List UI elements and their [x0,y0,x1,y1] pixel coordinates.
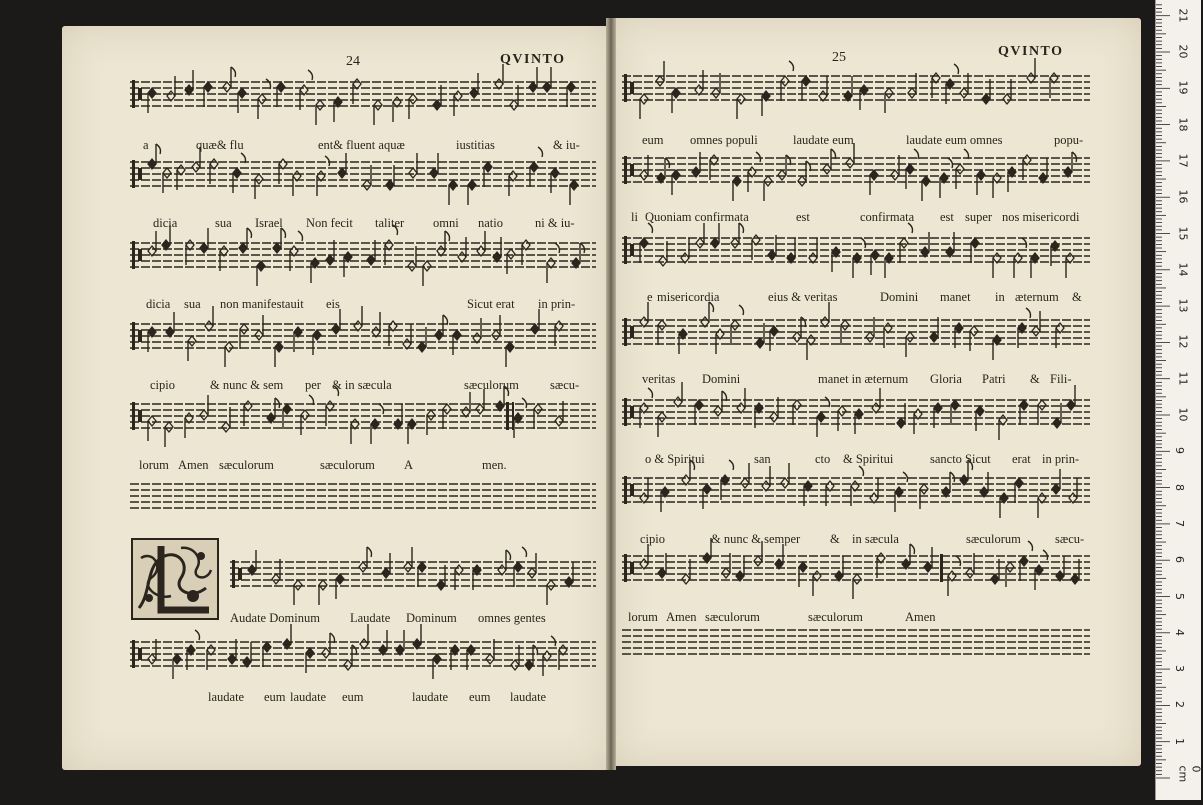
measurement-ruler [1155,0,1201,800]
lyric-word: Non fecit [306,216,353,230]
lyric-word: ent& fluent aquæ [318,138,405,152]
ruler-mark: 16 [1176,189,1190,204]
lyric-word: sæculorum [966,532,1021,546]
decorated-initial-L [131,538,219,620]
lyric-word: eum [264,690,286,704]
staff-left-5 [130,386,596,447]
lyric-word: Amen [178,458,209,472]
lyric-word: laudate [510,690,547,704]
lyric-word: non manifestauit [220,297,304,311]
lyric-word: in prin- [538,297,576,311]
ruler-mark: 15 [1176,226,1190,240]
lyric-word: omnes gentes [478,611,546,625]
ruler-mark: 12 [1176,334,1190,349]
staff-right-7 [622,538,1090,599]
lyric-word: & Spiritui [843,452,894,466]
lyric-word: confirmata [860,210,915,224]
staff-right-4 [622,302,1090,360]
lyric-word: popu- [1054,133,1084,147]
lyric-word: est [940,210,954,224]
lyric-word: a [143,138,149,152]
lyric-word: sæculorum [464,378,519,392]
lyric-word: & iu- [553,138,580,152]
lyric-word: laudate [412,690,449,704]
lyric-word: quæ& flu [196,138,244,152]
lyric-word: cipio [640,532,665,546]
staff-left-4 [130,306,596,367]
ruler-mark: 18 [1176,117,1190,132]
staff-left-7 [230,547,596,605]
lyric-word: lorum [139,458,169,472]
lyric-word: iustitias [456,138,495,152]
lyric-word: laudate [208,690,245,704]
lyric-word: in sæcula [852,532,899,546]
staff-right-5 [622,382,1090,440]
ruler-mark: 10 [1176,407,1190,422]
lyric-word: o & Spiritui [645,452,705,466]
lyric-word: eis [326,297,340,311]
lyric-word: Audate Dominum [230,611,320,625]
lyric-word: super [965,210,993,224]
staff-right-8 [622,630,1090,654]
ruler-mark: 1 [1173,737,1186,745]
lyric-word: nos misericordi [1002,210,1080,224]
ruler-mark: 14 [1176,262,1190,277]
lyric-word: & [1030,372,1040,386]
lyric-word: Sicut erat [467,297,515,311]
staff-right-1 [622,58,1090,119]
lyric-word: sæculorum [219,458,274,472]
lyric-word: Amen [905,610,936,624]
staff-left-1 [130,64,596,125]
lyric-word: & nunc & sem [210,378,284,392]
ruler-label-zero: 0 cm [1176,765,1203,783]
lyric-word: Laudate [350,611,391,625]
left-page-number: 24 [346,54,360,69]
lyric-word: omni [433,216,459,230]
lyric-word: sæculorum [320,458,375,472]
lyric-word: laudate [290,690,327,704]
lyric-word: Israel [255,216,283,230]
staff-left-3 [130,225,596,286]
lyric-word: eum [342,690,364,704]
lyric-word: natio [478,216,503,230]
lyric-word: sæculorum [705,610,760,624]
lyric-word: men. [482,458,507,472]
lyric-word: & [830,532,840,546]
lyric-word: omnes populi [690,133,758,147]
ruler-mark: 7 [1173,519,1186,527]
lyric-word: san [754,452,771,466]
ruler-mark: 8 [1173,483,1186,491]
lyric-word: est [796,210,810,224]
lyric-word: Quoniam confirmata [645,210,749,224]
lyric-word: Domini [880,290,919,304]
ruler-mark: 3 [1173,665,1186,673]
lyric-word: laudate eum omnes [906,133,1003,147]
lyric-word: erat [1012,452,1031,466]
lyric-word: manet [940,290,971,304]
ruler-mark: 9 [1173,447,1186,455]
lyric-word: eius & veritas [768,290,838,304]
lyric-word: taliter [375,216,405,230]
ruler-mark: 20 [1176,44,1190,59]
lyric-word: cto [815,452,831,466]
lyric-word: eum [642,133,664,147]
lyric-word: veritas [642,372,676,386]
lyric-word: æternum [1015,290,1059,304]
staff-right-2 [622,143,1090,201]
lyric-word: sæcu- [1055,532,1085,546]
lyric-word: manet in æternum [818,372,909,386]
lyric-word: sæcu- [550,378,580,392]
lyric-word: Patri [982,372,1006,386]
ruler-mark: 21 [1176,8,1190,23]
lyric-word: sancto Sicut [930,452,991,466]
ruler-mark: 13 [1176,298,1190,313]
staff-right-3 [622,223,1090,278]
lyric-word: sæculorum [808,610,863,624]
lyric-word: A [404,458,414,472]
ruler-mark: 19 [1176,80,1190,95]
lyric-word: Gloria [930,372,962,386]
lyric-word: Dominum [406,611,457,625]
lyric-word: per [305,378,321,392]
lyric-word: in [995,290,1005,304]
lyric-word: sua [184,297,201,311]
lyric-word: Domini [702,372,741,386]
lyric-word: e [647,290,653,304]
lyric-word: Fili- [1050,372,1072,386]
lyric-word: sua [215,216,232,230]
staff-left-2 [130,144,596,205]
lyric-word: lorum [628,610,658,624]
ruler-mark: 6 [1173,556,1186,564]
lyric-word: li [631,210,638,224]
lyric-word: & in sæcula [332,378,392,392]
staff-left-6 [130,484,596,508]
lyric-word: Amen [666,610,697,624]
ruler-mark: 11 [1176,371,1190,386]
staff-right-6 [622,460,1090,518]
ruler-mark: 4 [1173,628,1186,636]
ruler-mark: 17 [1176,153,1190,168]
lyric-word: dicia [146,297,171,311]
right-page-number: 25 [832,50,846,65]
staff-left-8 [130,624,596,679]
lyric-word: laudate eum [793,133,854,147]
lyric-word: misericordia [657,290,720,304]
lyric-word: dicia [153,216,178,230]
right-page-header: QVINTO [998,44,1064,59]
lyric-word: cipio [150,378,175,392]
lyric-word: & [1072,290,1082,304]
ruler-mark: 5 [1173,592,1186,600]
lyric-word: in prin- [1042,452,1080,466]
lyric-word: eum [469,690,491,704]
left-page-header: QVINTO [500,52,566,67]
lyric-word: & nunc & semper [711,532,801,546]
ruler-mark: 2 [1173,701,1186,709]
lyric-word: ni & iu- [535,216,575,230]
